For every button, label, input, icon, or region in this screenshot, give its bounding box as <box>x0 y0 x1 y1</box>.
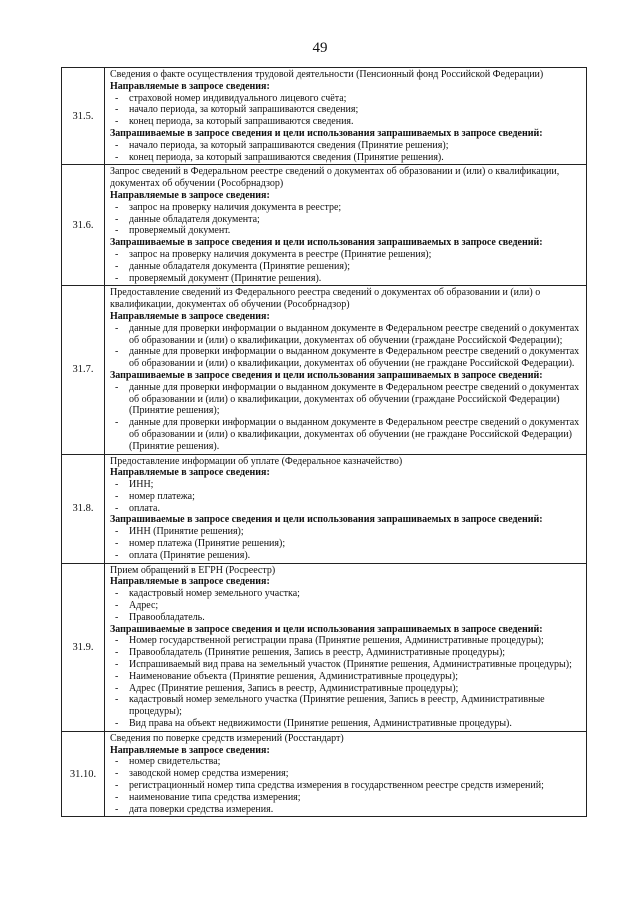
table-row <box>62 563 587 731</box>
row-content <box>105 286 587 454</box>
sent-fields-heading: Направляемые в запросе сведения: <box>110 744 270 756</box>
table-body <box>62 68 587 817</box>
list-item: - Вид права на объект недвижимости (Принятие решения, Административные процедуры). <box>110 718 583 730</box>
list-item: - данные для проверки информации о выданном документе в Федеральном реестре сведений о документах об образовании и (или) о квалификации, документах об обучении (граждане Российской Федерации) (Принятие решения); <box>110 382 583 417</box>
list-item: - кадастровый номер земельного участка (Принятие решения, Запись в реестр, Административные процедуры); <box>110 694 583 718</box>
row-number: 31.8. <box>62 454 105 563</box>
list-item: - запрос на проверку наличия документа в реестре (Принятие решения); <box>110 249 583 261</box>
row-content <box>105 731 587 817</box>
sent-fields-list <box>110 588 583 623</box>
requested-fields-heading: Запрашиваемые в запросе сведения и цели использования запрашиваемых в запросе сведений: <box>110 127 543 139</box>
list-item: - Испрашиваемый вид права на земельный участок (Принятие решения, Административные процедуры); <box>110 659 583 671</box>
requested-fields-heading: Запрашиваемые в запросе сведения и цели использования запрашиваемых в запросе сведений: <box>110 369 543 381</box>
row-content <box>105 165 587 286</box>
table-row <box>62 731 587 817</box>
table-row <box>62 68 587 165</box>
list-item: - номер платежа; <box>110 491 583 503</box>
sent-fields-heading: Направляемые в запросе сведения: <box>110 310 270 322</box>
list-item: - конец периода, за который запрашиваются сведения (Принятие решения). <box>110 152 583 164</box>
row-content <box>105 563 587 731</box>
sent-fields-list <box>110 323 583 370</box>
list-item: - дата поверки средства измерения. <box>110 804 583 816</box>
sent-fields-heading: Направляемые в запросе сведения: <box>110 189 270 201</box>
list-item: - данные для проверки информации о выданном документе в Федеральном реестре сведений о документах об образовании и (или) о квалификации, документах об обучении (не граждане Российской Федерации) (Принятие решения). <box>110 417 583 452</box>
list-item: - Адрес (Принятие решения, Запись в реестр, Административные процедуры); <box>110 683 583 695</box>
list-item: - номер свидетельства; <box>110 756 583 768</box>
requested-fields-list <box>110 249 583 284</box>
requested-fields-heading: Запрашиваемые в запросе сведения и цели использования запрашиваемых в запросе сведений: <box>110 514 543 526</box>
list-item: - Правообладатель (Принятие решения, Запись в реестр, Административные процедуры); <box>110 647 583 659</box>
row-content <box>105 68 587 165</box>
service-title: Прием обращений в ЕГРН (Росреестр) <box>110 564 276 576</box>
list-item: - Наименование объекта (Принятие решения, Административные процедуры); <box>110 671 583 683</box>
list-item: - Номер государственной регистрации права (Принятие решения, Административные процедуры); <box>110 635 583 647</box>
service-title: Предоставление информации об уплате (Федеральное казначейство) <box>110 455 403 467</box>
list-item: - данные для проверки информации о выданном документе в Федеральном реестре сведений о документах об образовании и (или) о квалификации, документах об обучении (не граждане Российской Федерации). <box>110 346 583 370</box>
service-title: Запрос сведений в Федеральном реестре сведений о документах об образовании и (или) о квалификации, документах об обучении (Рособрнадзор) <box>110 166 560 190</box>
list-item: - данные для проверки информации о выданном документе в Федеральном реестре сведений о документах об образовании и (или) о квалификации, документах об обучении (граждане Российской Федерации); <box>110 323 583 347</box>
list-item: - начало периода, за который запрашиваются сведения; <box>110 104 583 116</box>
list-item: - кадастровый номер земельного участка; <box>110 588 583 600</box>
row-number: 31.10. <box>62 731 105 817</box>
requested-fields-list <box>110 382 583 453</box>
service-title: Сведения по поверке средств измерений (Росстандарт) <box>110 732 344 744</box>
sent-fields-list <box>110 93 583 128</box>
requested-fields-list <box>110 526 583 561</box>
table-row <box>62 286 587 454</box>
list-item: - начало периода, за который запрашиваются сведения (Принятие решения); <box>110 140 583 152</box>
list-item: - Адрес; <box>110 600 583 612</box>
list-item: - регистрационный номер типа средства измерения в государственном реестре средств измерений; <box>110 780 583 792</box>
list-item: - страховой номер индивидуального лицевого счёта; <box>110 93 583 105</box>
list-item: - данные обладателя документа (Принятие решения); <box>110 261 583 273</box>
service-title: Предоставление сведений из Федерального реестра сведений о документах об образовании и (или) о квалификации, документах об обучении (Рособрнадзор) <box>110 287 541 311</box>
page-number: 49 <box>312 40 328 56</box>
row-number: 31.9. <box>62 563 105 731</box>
list-item: - ИНН; <box>110 479 583 491</box>
sent-fields-list <box>110 479 583 514</box>
sent-fields-list <box>110 202 583 237</box>
list-item: - заводской номер средства измерения; <box>110 768 583 780</box>
row-content <box>105 454 587 563</box>
list-item: - проверяемый документ (Принятие решения). <box>110 273 583 285</box>
row-number: 31.7. <box>62 286 105 454</box>
row-number: 31.5. <box>62 68 105 165</box>
list-item: - проверяемый документ. <box>110 225 583 237</box>
list-item: - ИНН (Принятие решения); <box>110 526 583 538</box>
sent-fields-heading: Направляемые в запросе сведения: <box>110 80 270 92</box>
sent-fields-list <box>110 756 583 815</box>
list-item: - номер платежа (Принятие решения); <box>110 538 583 550</box>
row-number: 31.6. <box>62 165 105 286</box>
table-row <box>62 454 587 563</box>
requested-fields-list <box>110 635 583 729</box>
list-item: - конец периода, за который запрашиваются сведения. <box>110 116 583 128</box>
services-table <box>61 67 587 817</box>
list-item: - запрос на проверку наличия документа в реестре; <box>110 202 583 214</box>
requested-fields-heading: Запрашиваемые в запросе сведения и цели использования запрашиваемых в запросе сведений: <box>110 237 543 249</box>
requested-fields-heading: Запрашиваемые в запросе сведения и цели использования запрашиваемых в запросе сведений: <box>110 623 543 635</box>
list-item: - наименование типа средства измерения; <box>110 792 583 804</box>
sent-fields-heading: Направляемые в запросе сведения: <box>110 467 270 479</box>
service-title: Сведения о факте осуществления трудовой деятельности (Пенсионный фонд Российской Федерации) <box>110 69 544 80</box>
sent-fields-heading: Направляемые в запросе сведения: <box>110 576 270 588</box>
list-item: - данные обладателя документа; <box>110 214 583 226</box>
requested-fields-list <box>110 140 583 164</box>
table-row <box>62 165 587 286</box>
list-item: - оплата. <box>110 503 583 515</box>
list-item: - оплата (Принятие решения). <box>110 550 583 562</box>
list-item: - Правообладатель. <box>110 612 583 624</box>
